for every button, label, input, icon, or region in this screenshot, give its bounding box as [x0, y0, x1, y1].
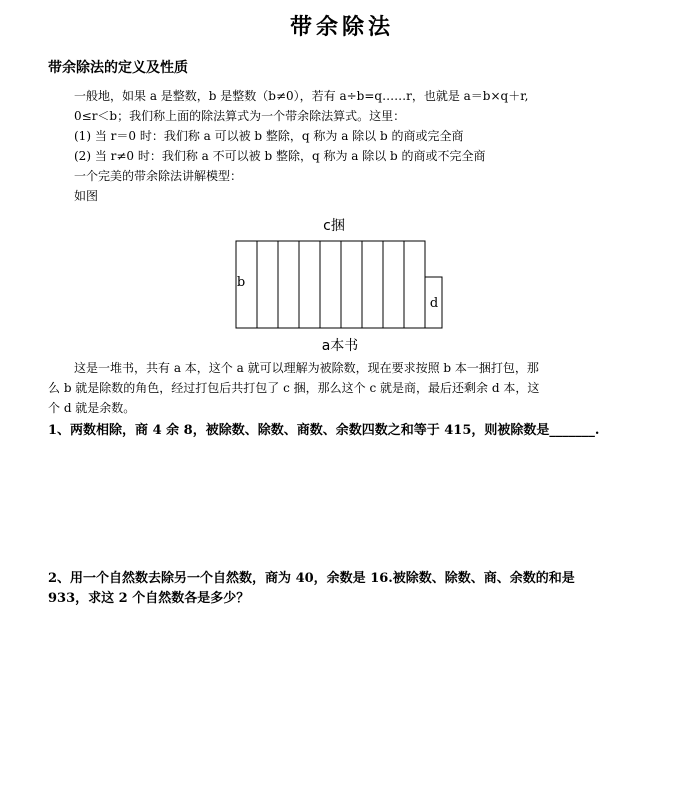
definition-line-1: 一般地，如果 a 是整数，b 是整数（b≠0），若有 a÷b=q……r，也就是 a＝b×q＋r, — [74, 89, 529, 103]
definition-line-2: 0≤r＜b；我们称上面的除法算式为一个带余除法算式。这里： — [74, 109, 406, 123]
page-title: 带余除法 — [289, 15, 394, 40]
explanation-line-2: 么 b 就是除数的角色，经过打包后共打包了 c 捆，那么这个 c 就是商，最后还剩余 d 本，这 — [48, 381, 540, 395]
diagram-bottom-label: a本书 — [321, 338, 359, 354]
definition-case-2: (2) 当 r≠0 时：我们称 a 不可以被 b 整除，q 称为 a 除以 b 的商或不完全商 — [74, 149, 486, 163]
diagram-top-label: c捆 — [323, 218, 345, 234]
explanation-line-3: 个 d 就是余数。 — [48, 401, 136, 415]
book-bundle-diagram — [228, 212, 458, 362]
bundle-outline — [236, 241, 425, 328]
diagram-remainder-label: d — [429, 296, 439, 311]
definition-case-1: (1) 当 r＝0 时：我们称 a 可以被 b 整除，q 称为 a 除以 b 的商或完全商 — [74, 129, 464, 143]
explanation-block — [48, 358, 618, 418]
bundle-group — [236, 241, 425, 328]
question-2 — [48, 569, 628, 609]
model-intro: 一个完美的带余除法讲解模型： — [74, 169, 243, 183]
as-figure-label: 如图 — [74, 189, 99, 203]
question-1 — [48, 421, 628, 441]
question-2-line-1: 2、用一个自然数去除另一个自然数，商为 40，余数是 16.被除数、除数、商、余数的和是 — [48, 571, 575, 586]
question-1-text: 1、两数相除，商 4 余 8，被除数、除数、商数、余数四数之和等于 415，则被除数是_______. — [48, 423, 600, 438]
question-2-line-2: 933，求这 2 个自然数各是多少？ — [48, 591, 250, 606]
definition-block — [48, 86, 618, 206]
explanation-line-1: 这是一堆书，共有 a 本，这个 a 就可以理解为被除数，现在要求按照 b 本一捆打包，那 — [74, 361, 539, 375]
diagram-side-label: b — [236, 275, 246, 290]
section-heading: 带余除法的定义及性质 — [48, 60, 188, 76]
